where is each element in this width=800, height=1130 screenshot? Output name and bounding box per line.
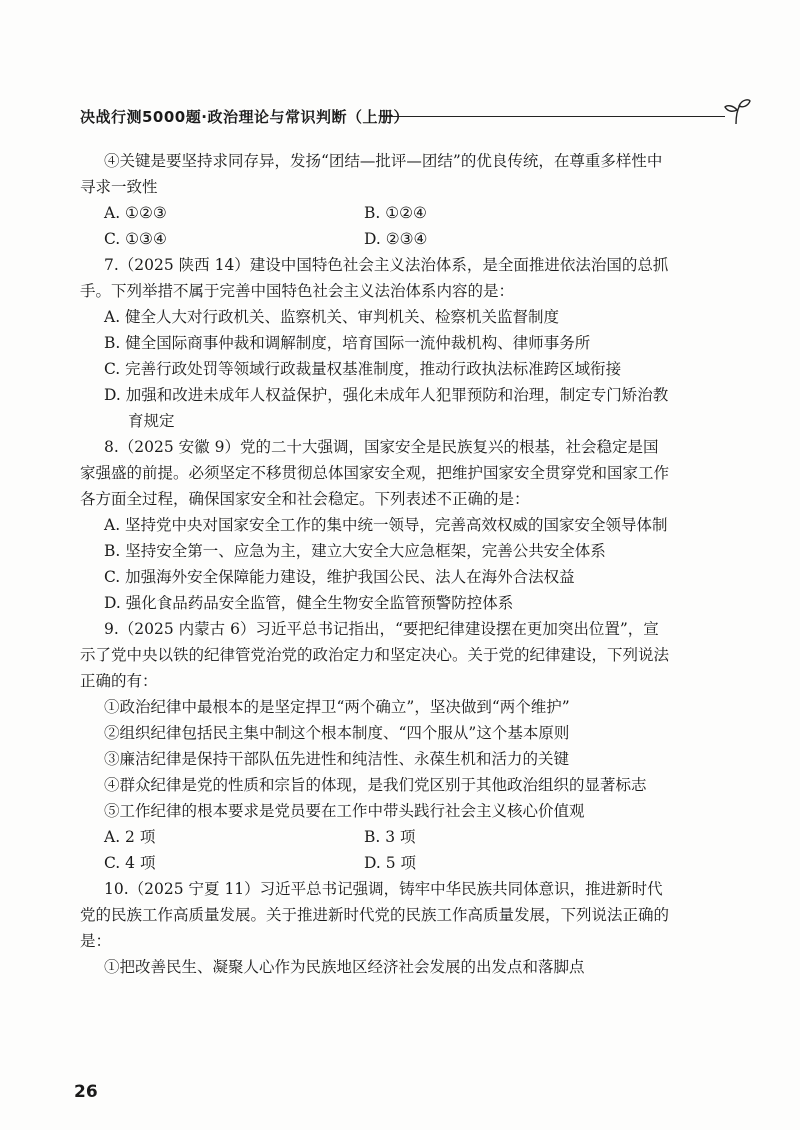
q9-choice-c: C. 4 项 (104, 854, 156, 872)
q8-option-c: C. 加强海外安全保障能力建设，维护我国公民、法人在海外合法权益 (104, 568, 575, 586)
q7-option-c: C. 完善行政处罚等领域行政裁量权基准制度，推动行政执法标准跨区域衔接 (104, 360, 622, 378)
q7-option-a: A. 健全人大对行政机关、监察机关、审判机关、检察机关监督制度 (104, 308, 560, 326)
q7-option-d: D. 加强和改进未成年人权益保护，强化未成年人犯罪预防和治理，制定专门矫治教育规定 (104, 386, 669, 430)
q9-choice-a: A. 2 项 (104, 828, 156, 846)
q9-item-2: ②组织纪律包括民主集中制这个根本制度、“四个服从”这个基本原则 (104, 724, 570, 742)
q9-item-1: ①政治纪律中最根本的是坚定捍卫“两个确立”，坚决做到“两个维护” (104, 698, 570, 716)
prev-choices (80, 200, 672, 252)
question-content (80, 148, 672, 980)
q9-item-5: ⑤工作纪律的根本要求是党员要在工作中带头践行社会主义核心价值观 (104, 802, 585, 820)
q9-choice-d: D. 5 项 (364, 854, 417, 872)
sprout-icon (720, 96, 752, 126)
choice-b: B. ①②④ (364, 204, 427, 222)
book-title: 决战行测5000题·政治理论与常识判断（上册） (80, 108, 409, 126)
page-number: 26 (74, 1082, 98, 1102)
choice-a: A. ①②③ (104, 204, 167, 222)
q8-option-a: A. 坚持党中央对国家安全工作的集中统一领导，完善高效权威的国家安全领导体制 (104, 516, 668, 534)
q7-option-b: B. 健全国际商事仲裁和调解制度，培育国际一流仲裁机构、律师事务所 (104, 334, 591, 352)
q9-item-4: ④群众纪律是党的性质和宗旨的体现，是我们党区别于其他政治组织的显著标志 (104, 776, 647, 794)
q9-choice-b: B. 3 项 (364, 828, 416, 846)
header-rule (380, 116, 725, 117)
q9-choices (80, 824, 672, 876)
q10-stem: 10.（2025 宁夏 11）习近平总书记强调，铸牢中华民族共同体意识，推进新时代党的民族工作高质量发展。关于推进新时代党的民族工作高质量发展，下列说法正确的是： (80, 880, 670, 950)
q8-option-d: D. 强化食品药品安全监管，健全生物安全监管预警防控体系 (104, 594, 514, 612)
q9-stem: 9.（2025 内蒙古 6）习近平总书记指出，“要把纪律建设摆在更加突出位置”，宣示了党中央以铁的纪律管党治党的政治定力和坚定决心。关于党的纪律建设，下列说法正确的有： (80, 620, 670, 690)
q8-stem: 8.（2025 安徽 9）党的二十大强调，国家安全是民族复兴的根基，社会稳定是国家强盛的前提。必须坚定不移贯彻总体国家安全观，把维护国家安全贯穿党和国家工作各方面全过程，确保国家安全和社会稳定。下列表述不正确的是： (80, 438, 670, 508)
q7-stem: 7.（2025 陕西 14）建设中国特色社会主义法治体系，是全面推进依法治国的总抓手。下列举措不属于完善中国特色社会主义法治体系内容的是： (80, 256, 669, 300)
q10-item-1: ①把改善民生、凝聚人心作为民族地区经济社会发展的出发点和落脚点 (104, 958, 585, 976)
q9-item-3: ③廉洁纪律是保持干部队伍先进性和纯洁性、永葆生机和活力的关键 (104, 750, 570, 768)
q8-option-b: B. 坚持安全第一、应急为主，建立大安全大应急框架，完善公共安全体系 (104, 542, 606, 560)
running-header (80, 100, 670, 130)
choice-c: C. ①③④ (104, 230, 167, 248)
choice-d: D. ②③④ (364, 230, 428, 248)
prev-item-4: ④关键是要坚持求同存异，发扬“团结—批评—团结”的优良传统，在尊重多样性中寻求一致性 (80, 152, 663, 196)
